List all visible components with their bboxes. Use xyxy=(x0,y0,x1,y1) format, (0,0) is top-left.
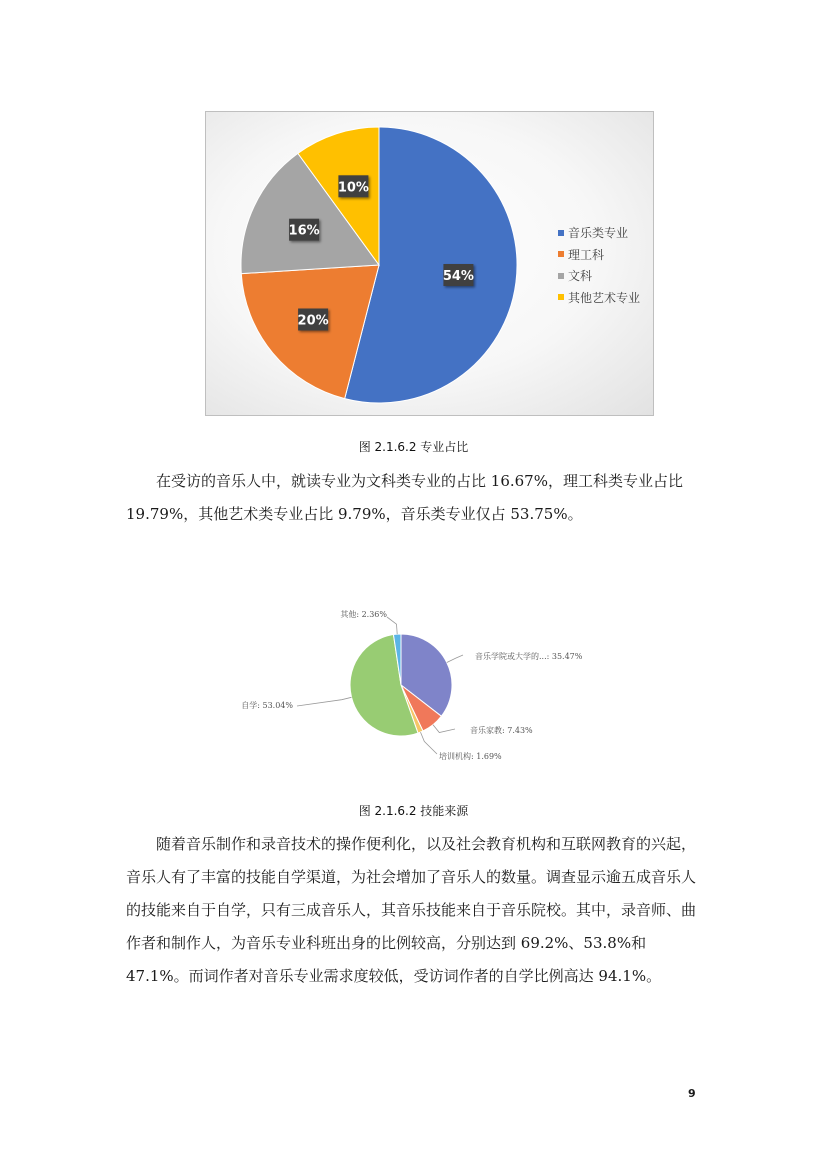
legend-swatch-1 xyxy=(558,251,564,257)
figure-caption-major: 图 2.1.6.2 专业占比 xyxy=(358,440,469,454)
data-label-2 xyxy=(289,219,320,241)
skill-source-pie-chart xyxy=(127,577,700,782)
pie2-label-3: 自学: 53.04% xyxy=(241,701,293,710)
svg-text:10%: 10% xyxy=(337,180,369,196)
pie2-label-2: 培训机构: 1.69% xyxy=(439,752,502,761)
leader-line-3 xyxy=(297,697,352,706)
skill-source-pie-svg xyxy=(127,577,700,782)
pie2-label-4: 其他: 2.36% xyxy=(340,610,387,619)
major-legend xyxy=(558,222,640,308)
legend-label-1: 理工科 xyxy=(568,247,605,262)
pie2-label-1: 音乐家教: 7.43% xyxy=(470,726,533,735)
leader-line-1 xyxy=(433,725,455,733)
pie2-label-0: 音乐学院或大学的...: 35.47% xyxy=(475,652,583,661)
legend-label-3: 其他艺术专业 xyxy=(568,290,641,305)
svg-text:20%: 20% xyxy=(297,313,329,329)
paragraph-major-distribution: 在受访的音乐人中，就读专业为文科类专业的占比 16.67%，理工科类专业占比 19.79%，其他艺术类专业占比 9.79%，音乐类专业仅占 53.75%。 xyxy=(126,472,688,523)
legend-label-0: 音乐类专业 xyxy=(568,226,629,241)
legend-swatch-3 xyxy=(558,294,564,300)
data-label-0 xyxy=(443,264,474,286)
legend-swatch-2 xyxy=(558,273,564,279)
legend-item-3 xyxy=(558,287,640,309)
major-pie-chart xyxy=(205,111,654,416)
leader-line-2 xyxy=(421,732,438,754)
leader-line-4 xyxy=(387,617,397,634)
svg-text:54%: 54% xyxy=(442,269,474,284)
legend-item-2 xyxy=(558,265,640,287)
legend-swatch-0 xyxy=(558,230,564,236)
legend-item-0 xyxy=(558,222,640,244)
leader-line-0 xyxy=(447,655,463,663)
page-number: 9 xyxy=(688,1087,696,1100)
figure-caption-skill-source: 图 2.1.6.2 技能来源 xyxy=(358,804,469,818)
svg-text:16%: 16% xyxy=(288,223,320,239)
data-label-1 xyxy=(298,309,329,331)
legend-item-1 xyxy=(558,244,640,266)
data-label-3 xyxy=(338,175,369,197)
legend-label-2: 文科 xyxy=(568,269,593,284)
paragraph-skill-source: 随着音乐制作和录音技术的操作便利化，以及社会教育机构和互联网教育的兴起，音乐人有了丰富的技能自学渠道，为社会增加了音乐人的数量。调查显示逾五成音乐人的技能来自于自学，只有三成音乐人，其音乐技能来自于音乐院校。其中，录音师、曲作者和制作人，为音乐专业科班出身的比例较高，分别达到 69.2%、53.8%和 47.1%。而词作者对音乐专业需求度较低，受访词作者的自学比例高达 94.1%。 xyxy=(126,835,697,985)
